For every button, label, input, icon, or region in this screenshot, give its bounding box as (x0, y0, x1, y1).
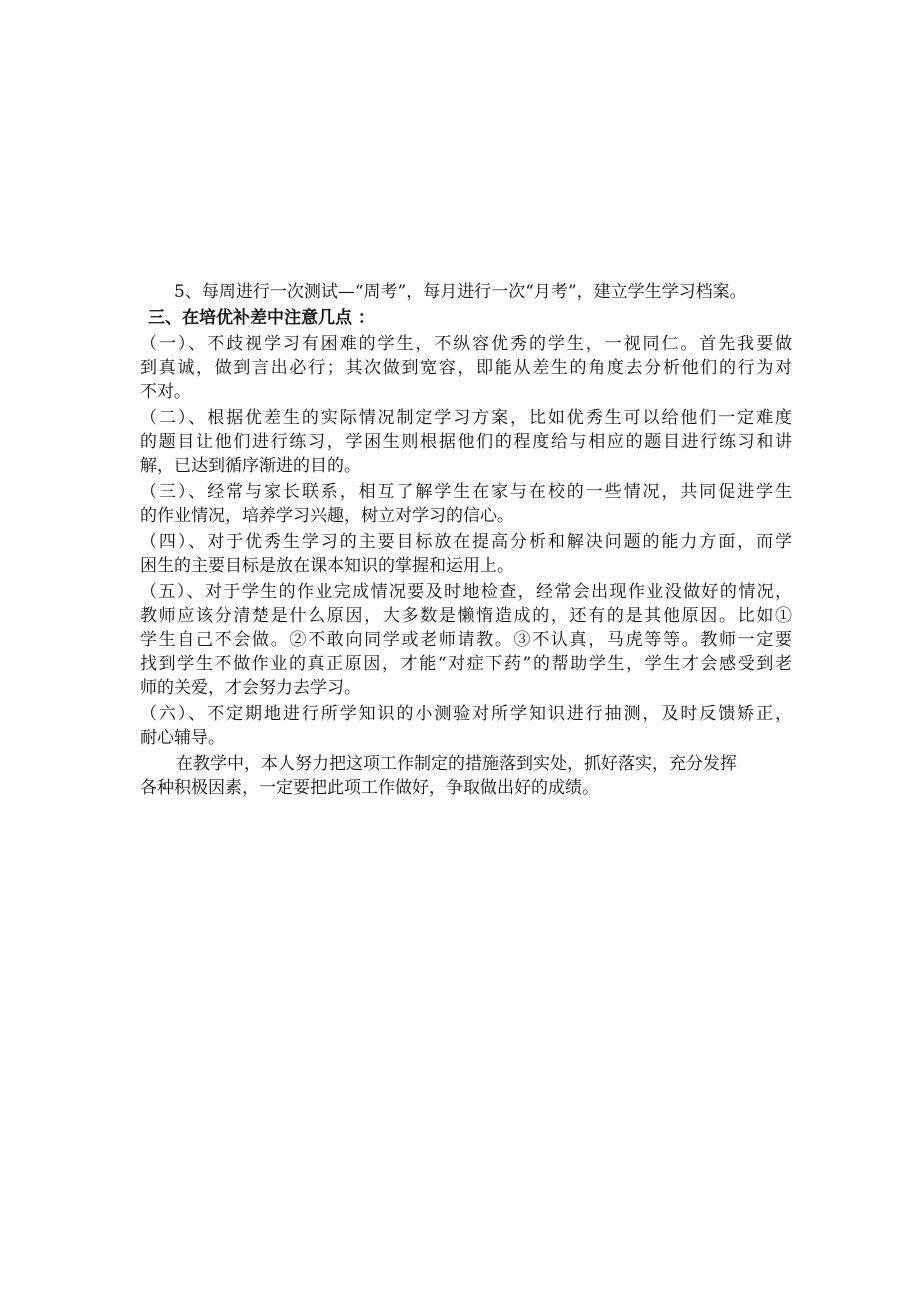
section-3-heading: 三、在培优补差中注意几点 ： (148, 308, 375, 328)
paragraph-2 (140, 406, 792, 478)
document-body (140, 280, 792, 800)
conclusion-line-1: 在教学中，本人努力把这项工作制定的措施落到实处，抓好落实，充分发挥 (176, 754, 737, 774)
paragraph-5-line-4: 找到学生不做作业的真正原因，才能“对症下药”的帮助学生，学生才会感受到老 (140, 654, 792, 674)
paragraph-5-line-1: （五）、对于学生的作业完成情况要及时地检查，经常会出现作业没做好的情况， (140, 582, 792, 602)
paragraph-1-line-1: （一）、不歧视学习有困难的学生，不纵容优秀的学生，一视同仁。首先我要做 (140, 334, 792, 354)
conclusion-paragraph (140, 752, 792, 800)
paragraph-6-line-2: 耐心辅导。 (140, 728, 225, 748)
paragraph-1-line-3: 不对。 (140, 382, 191, 402)
paragraph-1 (140, 332, 792, 404)
paragraph-6 (140, 702, 792, 750)
item-5-line: 5、每周进行一次测试—“周考”，每月进行一次“月考”，建立学生学习档案。 (174, 282, 747, 302)
paragraph-1-line-2: 到真诚，做到言出必行；其次做到宽容，即能从差生的角度去分析他们的行为对 (140, 358, 792, 378)
paragraph-3-line-2: 的作业情况，培养学习兴趣，树立对学习的信心。 (140, 506, 514, 526)
paragraph-6-line-1: （六）、不定期地进行所学知识的小测验对所学知识进行抽测，及时反馈矫正， (140, 704, 792, 724)
paragraph-2-line-1: （二）、根据优差生的实际情况制定学习方案，比如优秀生可以给他们一定难度 (140, 408, 792, 428)
paragraph-5 (140, 580, 792, 700)
paragraph-5-line-2: 教师应该分清楚是什么原因，大多数是懒惰造成的，还有的是其他原因。比如① (140, 606, 792, 626)
paragraph-4 (140, 530, 792, 578)
paragraph-5-line-3: 学生自己不会做。②不敢向同学或老师请教。③不认真，马虎等等。教师一定要 (140, 630, 792, 650)
paragraph-5-line-5: 师的关爱，才会努力去学习。 (140, 678, 361, 698)
paragraph-4-line-2: 困生的主要目标是放在课本知识的掌握和运用上。 (140, 556, 514, 576)
conclusion-line-2: 各种积极因素，一定要把此项工作做好，争取做出好的成绩。 (140, 778, 599, 798)
paragraph-3-line-1: （三）、经常与家长联系，相互了解学生在家与在校的一些情况，共同促进学生 (140, 482, 792, 502)
paragraph-2-line-2: 的题目让他们进行练习，学困生则根据他们的程度给与相应的题目进行练习和讲 (140, 432, 792, 452)
paragraph-2-line-3: 解，已达到循序渐进的目的。 (140, 456, 361, 476)
paragraph-3 (140, 480, 792, 528)
paragraph-4-line-1: （四）、对于优秀生学习的主要目标放在提高分析和解决问题的能力方面，而学 (140, 532, 792, 552)
